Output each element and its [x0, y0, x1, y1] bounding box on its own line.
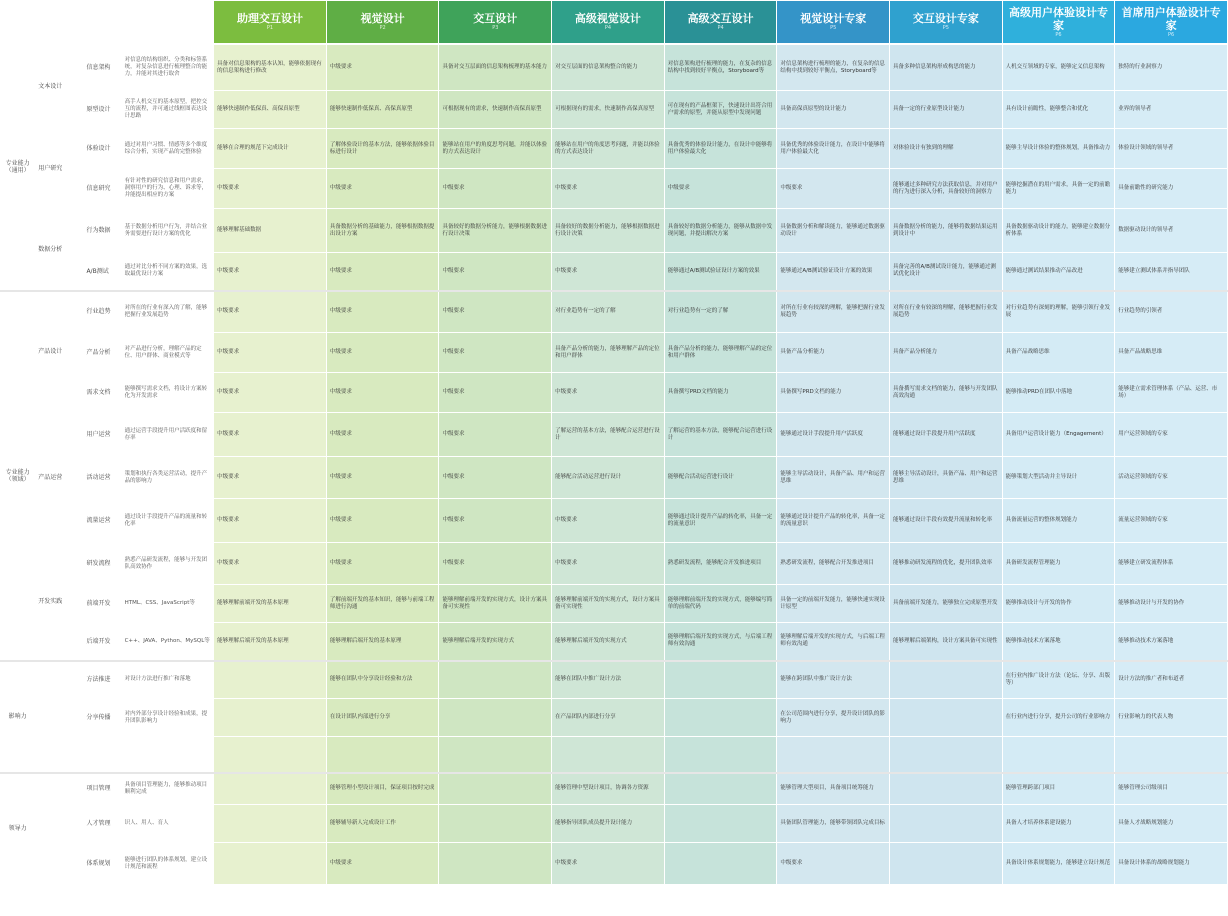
table-row [1, 585, 1228, 623]
row-item-label: 活动运营 [83, 457, 121, 499]
col-header: 视觉设计 P2 [326, 1, 439, 44]
requirement-cell: 中级要求 [552, 843, 665, 885]
requirement-cell: 能够理解后端开发的实现方式，与后端工程师有效沟通 [664, 623, 777, 661]
row-description: 策划和执行各类运营活动，提升产品的影响力 [121, 457, 214, 499]
requirement-cell: 对交互层面的信息架构整合的能力 [552, 45, 665, 91]
requirement-cell: 中级要求 [439, 291, 552, 333]
requirement-cell: 对信息架构进行梳理的能力，在复杂的信息结构中找到较好平衡点，Storyboard等 [777, 45, 890, 91]
requirement-cell: 中级要求 [326, 413, 439, 457]
requirement-cell: 能够建立需求管理体系（产品、运营、市场） [1115, 373, 1228, 413]
requirement-cell: 能够推动设计与开发的协作 [1115, 585, 1228, 623]
requirement-cell: 具备团队管理能力，能够带领团队完成目标 [777, 805, 890, 843]
requirement-cell [326, 737, 439, 773]
col-header: 交互设计专家 P5 [890, 1, 1003, 44]
requirement-cell: 能够管理大型项目，具备项目统筹能力 [777, 773, 890, 805]
row-description: 识人、用人、育人 [121, 805, 214, 843]
requirement-cell [439, 805, 552, 843]
requirement-cell: 数据驱动设计的领导者 [1115, 209, 1228, 253]
requirement-cell: 具备产品战略思维 [1115, 333, 1228, 373]
requirement-cell: 具备数据分析的基础能力，能够根据数据提出设计方案 [326, 209, 439, 253]
requirement-cell: 具备数据分析和解读能力，能够通过数据驱动设计 [777, 209, 890, 253]
requirement-cell: 能够通过设计提升产品的转化率，具备一定的流量意识 [664, 499, 777, 543]
row-description: 通过对用户习惯、情感等多个维度综合分析，实现产品的完整体验 [121, 129, 214, 169]
requirement-cell [664, 805, 777, 843]
row-item-label: 原型设计 [83, 91, 121, 129]
requirement-cell: 中级要求 [439, 413, 552, 457]
table-row [1, 737, 1228, 773]
group-label: 领导力 [1, 773, 35, 885]
requirement-cell: 具备设计体系规划能力，能够建立设计规范 [1002, 843, 1115, 885]
requirement-cell: 中级要求 [777, 169, 890, 209]
row-item-label: 分享传播 [83, 699, 121, 737]
requirement-cell: 中级要求 [326, 843, 439, 885]
requirement-cell: 在公司范围内进行分享，提升设计团队的影响力 [777, 699, 890, 737]
requirement-cell: 中级要求 [326, 253, 439, 291]
requirement-cell [214, 843, 327, 885]
requirement-cell: 在行业内推广设计方法（论坛、分享、出版等） [1002, 661, 1115, 699]
requirement-cell [664, 773, 777, 805]
requirement-cell: 具备优秀的体验设计能力，在设计中能够将用户体验最大化 [777, 129, 890, 169]
requirement-cell: 中级要求 [552, 373, 665, 413]
requirement-cell: 中级要求 [439, 499, 552, 543]
requirement-cell: 能够建立研发流程体系 [1115, 543, 1228, 585]
requirement-cell [1002, 737, 1115, 773]
col-header: 高级交互设计 P4 [664, 1, 777, 44]
requirement-cell: 能够推动技术方案落地 [1002, 623, 1115, 661]
requirement-cell: 中级要求 [214, 291, 327, 333]
table-row [1, 253, 1228, 291]
requirement-cell [664, 737, 777, 773]
requirement-cell: 独特的行业洞察力 [1115, 45, 1228, 91]
requirement-cell: 对信息架构进行梳理的能力，在复杂的信息结构中找到较好平衡点，Storyboard等 [664, 45, 777, 91]
requirement-cell: 能够快速制作低保真、高保真原型 [326, 91, 439, 129]
requirement-cell [890, 843, 1003, 885]
matrix-body [0, 44, 1228, 885]
requirement-cell [439, 773, 552, 805]
table-row [1, 457, 1228, 499]
requirement-cell: 具备撰写需求文档的能力，能够与开发团队高效沟通 [890, 373, 1003, 413]
requirement-cell [664, 843, 777, 885]
col-header: 视觉设计专家 P5 [777, 1, 890, 44]
row-description: 对产品进行分析，理解产品的定位、用户群体、商业模式等 [121, 333, 214, 373]
requirement-cell [214, 805, 327, 843]
requirement-cell: 中级要求 [439, 253, 552, 291]
requirement-cell: 具备对交互层面的信息架构梳理的基本能力 [439, 45, 552, 91]
requirement-cell: 对体验设计有独到的理解 [890, 129, 1003, 169]
requirement-cell: 能够通过A/B测试验证设计方案的效果 [664, 253, 777, 291]
competency-matrix [0, 0, 1228, 44]
requirement-cell: 具备较好的数据分析能力，能够从数据中发现问题，并提出解决方案 [664, 209, 777, 253]
requirement-cell: 能够通过设计提升产品的转化率，具备一定的流量意识 [777, 499, 890, 543]
requirement-cell: 对所在行业有较深的理解，能够把握行业发展趋势 [890, 291, 1003, 333]
requirement-cell: 具备数据分析的能力，能够将数据结果运用到设计中 [890, 209, 1003, 253]
requirement-cell: 流量运营领域的专家 [1115, 499, 1228, 543]
requirement-cell: 能够主导活动设计，具备产品、用户和运营思维 [777, 457, 890, 499]
section-label: 产品运营 [35, 413, 83, 543]
requirement-cell: 能够理解前端开发的实现方式，设计方案具备可实现性 [552, 585, 665, 623]
requirement-cell [664, 661, 777, 699]
requirement-cell: 能够主导设计体验的整体规划，具备推动力 [1002, 129, 1115, 169]
requirement-cell: 能够在团队中分享设计经验和方法 [326, 661, 439, 699]
requirement-cell: 能够通过多种研究方法获取信息，并对用户的行为进行深入分析，具备较好的洞察力 [890, 169, 1003, 209]
requirement-cell: 具备产品分析的能力，能够理解产品的定位和用户群体 [664, 333, 777, 373]
requirement-cell: 中级要求 [214, 373, 327, 413]
requirement-cell: 能够推动研发流程的优化，提升团队效率 [890, 543, 1003, 585]
requirement-cell: 可在现有的产品框架下，快速设计出符合用户需求的原型，并能从原型中发现问题 [664, 91, 777, 129]
requirement-cell [214, 737, 327, 773]
requirement-cell: 中级要求 [439, 543, 552, 585]
row-item-label: 需求文档 [83, 373, 121, 413]
row-description: 通过运营手段提升用户活跃度和留存率 [121, 413, 214, 457]
requirement-cell: 中级要求 [214, 333, 327, 373]
row-item-label: 人才管理 [83, 805, 121, 843]
requirement-cell: 中级要求 [326, 543, 439, 585]
requirement-cell: 具备前瞻性的研究能力 [1115, 169, 1228, 209]
row-description: 对信息的结构组织、分类和标签系统，对复杂信息进行梳理整合的能力，并能对其进行取舍 [121, 45, 214, 91]
requirement-cell: 了解运营的基本方法，能够配合运营进行设计 [664, 413, 777, 457]
section-label: 文本设计 [35, 45, 83, 129]
requirement-cell: 对行业趋势有一定的了解 [552, 291, 665, 333]
row-description: 能够进行团队的体系规划，建立设计规范和流程 [121, 843, 214, 885]
requirement-cell: 能够在跨团队中推广设计方法 [777, 661, 890, 699]
requirement-cell: 中级要求 [326, 499, 439, 543]
requirement-cell: 能够快速制作低保真、高保真原型 [214, 91, 327, 129]
requirement-cell [890, 737, 1003, 773]
requirement-cell: 能够通过设计手段提升用户活跃度 [777, 413, 890, 457]
requirement-cell [664, 699, 777, 737]
requirement-cell: 能够理解后端开发的实现方式，与后端工程师有效沟通 [777, 623, 890, 661]
row-item-label: 前端开发 [83, 585, 121, 623]
requirement-cell: 能够通过设计手段提升用户活跃度 [890, 413, 1003, 457]
row-item-label: 用户运营 [83, 413, 121, 457]
requirement-cell: 在行业内进行分享，提升公司的行业影响力 [1002, 699, 1115, 737]
table-row [1, 661, 1228, 699]
requirement-cell: 具备较好的数据分析能力，能够根据数据进行设计决策 [552, 209, 665, 253]
requirement-cell: 中级要求 [326, 333, 439, 373]
row-description: 具备项目管理能力，能够推动项目顺利完成 [121, 773, 214, 805]
requirement-cell: 中级要求 [439, 457, 552, 499]
requirement-cell: 能够理解前端开发的实现方式，能够编写简单的前端代码 [664, 585, 777, 623]
section-label [35, 661, 83, 699]
group-label: 专业能力 （领域） [1, 291, 35, 661]
requirement-cell: 在产品团队内部进行分享 [552, 699, 665, 737]
requirement-cell: 用户运营领域的专家 [1115, 413, 1228, 457]
row-item-label: 研发流程 [83, 543, 121, 585]
requirement-cell: 能够通过测试结果推动产品改进 [1002, 253, 1115, 291]
table-row [1, 209, 1228, 253]
row-item-label: 信息研究 [83, 169, 121, 209]
row-item-label: 项目管理 [83, 773, 121, 805]
requirement-cell: 具备撰写PRD文档的能力 [777, 373, 890, 413]
requirement-cell: 能够通过设计手段有效提升流量和转化率 [890, 499, 1003, 543]
table-row [1, 543, 1228, 585]
requirement-cell: 中级要求 [664, 169, 777, 209]
requirement-cell: 中级要求 [326, 45, 439, 91]
requirement-cell: 能够策划大型活动并主导设计 [1002, 457, 1115, 499]
requirement-cell: 中级要求 [439, 169, 552, 209]
row-item-label: 体验设计 [83, 129, 121, 169]
requirement-cell: 能够管理小型设计项目，保证项目按时完成 [326, 773, 439, 805]
requirement-cell: 具备高保真原型的设计能力 [777, 91, 890, 129]
row-item-label: 后端开发 [83, 623, 121, 661]
requirement-cell: 能够配合活动运营进行设计 [664, 457, 777, 499]
requirement-cell: 能够理解前端开发的实现方式，设计方案具备可实现性 [439, 585, 552, 623]
requirement-cell: 能够指导团队成员提升设计能力 [552, 805, 665, 843]
requirement-cell: 中级要求 [552, 499, 665, 543]
requirement-cell: 中级要求 [552, 253, 665, 291]
col-header: 首席用户体验设计专家 P6 [1115, 1, 1228, 44]
table-row [1, 129, 1228, 169]
requirement-cell: 中级要求 [214, 253, 327, 291]
requirement-cell: 具备用户运营设计能力（Engagement） [1002, 413, 1115, 457]
requirement-cell: 能够站在用户的角度思考问题，并能以体验的方式表达设计 [439, 129, 552, 169]
requirement-cell [439, 843, 552, 885]
requirement-cell: 对行业趋势有一定的了解 [664, 291, 777, 333]
requirement-cell: 能够理解前端开发的基本原理 [214, 585, 327, 623]
table-row [1, 805, 1228, 843]
requirement-cell [890, 805, 1003, 843]
row-description: C++、JAVA、Python、MySQL等 [121, 623, 214, 661]
requirement-cell: 了解体验设计的基本方法，能够依据体验目标进行设计 [326, 129, 439, 169]
requirement-cell: 具备设计体系的战略规划能力 [1115, 843, 1228, 885]
requirement-cell: 能够理解后端开发的基本原理 [326, 623, 439, 661]
requirement-cell: 对所在行业有较深的理解，能够把握行业发展趋势 [777, 291, 890, 333]
col-header: 高级视觉设计 P4 [552, 1, 665, 44]
requirement-cell: 中级要求 [214, 169, 327, 209]
requirement-cell: 可根据现有的需求，快速制作高保真原型 [552, 91, 665, 129]
requirement-cell: 具备对信息架构的基本认知，能够依据现有的信息架构进行修改 [214, 45, 327, 91]
requirement-cell: 中级要求 [439, 333, 552, 373]
requirement-cell: 具备产品战略思维 [1002, 333, 1115, 373]
row-description: HTML、CSS、JavaScript等 [121, 585, 214, 623]
row-item-label: 行业趋势 [83, 291, 121, 333]
requirement-cell [890, 699, 1003, 737]
row-description: 通过对比分析不同方案的效果，选取最优设计方案 [121, 253, 214, 291]
row-description: 通过设计手段提升产品的流量和转化率 [121, 499, 214, 543]
requirement-cell: 能够理解后端架构，设计方案具备可实现性 [890, 623, 1003, 661]
col-header: 交互设计 P3 [439, 1, 552, 44]
table-row [1, 413, 1228, 457]
requirement-cell: 中级要求 [326, 169, 439, 209]
requirement-cell: 人机交互领域的专家，能够定义信息架构 [1002, 45, 1115, 91]
requirement-cell: 具备研发流程管理能力 [1002, 543, 1115, 585]
requirement-cell: 中级要求 [326, 291, 439, 333]
requirement-cell: 具备数据驱动设计的能力，能够建立数据分析体系 [1002, 209, 1115, 253]
section-label: 开发实践 [35, 543, 83, 661]
header-row [1, 1, 1228, 44]
table-row [1, 45, 1228, 91]
requirement-cell: 具备多种信息架构形成构思的能力 [890, 45, 1003, 91]
requirement-cell: 能够推动PRD在团队中落地 [1002, 373, 1115, 413]
requirement-cell: 具备较好的数据分析能力，能够根据数据进行设计决策 [439, 209, 552, 253]
table-row [1, 169, 1228, 209]
requirement-cell [552, 737, 665, 773]
requirement-cell [439, 661, 552, 699]
group-label: 专业能力 （通用） [1, 45, 35, 291]
row-description: 基于数据分析用户行为，并结合业务需要进行设计方案的优化 [121, 209, 214, 253]
section-label: 数据分析 [35, 209, 83, 291]
requirement-cell: 具备产品分析能力 [777, 333, 890, 373]
table-row [1, 499, 1228, 543]
table-row [1, 843, 1228, 885]
section-label [35, 773, 83, 805]
note: 备注： 图片职位所以小范围参考职位设计作来的能力要求，本来只列出组成部分 [1, 1, 214, 44]
row-description: 高手人机交互的基本原型，把控交互的流程，并可通过线框图表达设计思路 [121, 91, 214, 129]
requirement-cell: 中级要求 [326, 373, 439, 413]
section-label [35, 737, 83, 773]
requirement-cell: 了解运营的基本方法，能够配合运营进行设计 [552, 413, 665, 457]
section-label [35, 699, 83, 737]
requirement-cell: 能够站在用户的角度思考问题，并能以体验的方式表达设计 [552, 129, 665, 169]
requirement-cell: 具有设计前瞻性，能够整合和优化 [1002, 91, 1115, 129]
section-label: 产品设计 [35, 291, 83, 413]
requirement-cell: 活动运营领域的专家 [1115, 457, 1228, 499]
requirement-cell: 中级要求 [214, 413, 327, 457]
row-description: 对所在的行业有深入的了解，能够把握行业发展趋势 [121, 291, 214, 333]
row-description: 有针对性的研究信息和用户需求，洞察用户的行为、心理、诉求等，并能提出相应的方案 [121, 169, 214, 209]
requirement-cell: 能够建立测试体系并指导团队 [1115, 253, 1228, 291]
table-row [1, 699, 1228, 737]
table-row [1, 91, 1228, 129]
requirement-cell: 能够挖掘潜在的用户需求，具备一定的前瞻能力 [1002, 169, 1115, 209]
table-row [1, 333, 1228, 373]
requirement-cell: 中级要求 [214, 499, 327, 543]
table-row [1, 623, 1228, 661]
requirement-cell: 能够推动技术方案落地 [1115, 623, 1228, 661]
requirement-cell: 能够在合理的规范下完成设计 [214, 129, 327, 169]
row-description: 能够撰写需求文档，将设计方案转化为开发需求 [121, 373, 214, 413]
requirement-cell: 业界的领导者 [1115, 91, 1228, 129]
requirement-cell: 能够理解后端开发的实现方式 [552, 623, 665, 661]
requirement-cell: 能够主导活动设计，具备产品、用户和运营思维 [890, 457, 1003, 499]
requirement-cell: 熟悉研发流程，能够配合开发推进项目 [777, 543, 890, 585]
row-item-label: 体系规划 [83, 843, 121, 885]
requirement-cell: 具备人才战略规划能力 [1115, 805, 1228, 843]
requirement-cell [890, 661, 1003, 699]
requirement-cell: 能够推动设计与开发的协作 [1002, 585, 1115, 623]
requirement-cell [777, 737, 890, 773]
section-label [35, 805, 83, 843]
requirement-cell: 能够管理中型设计项目，协调各方资源 [552, 773, 665, 805]
requirement-cell: 具备前端开发能力，能够独立完成原型开发 [890, 585, 1003, 623]
requirement-cell [439, 737, 552, 773]
row-description: 对设计方法进行推广和落地 [121, 661, 214, 699]
col-header: 高级用户体验设计专家 P6 [1002, 1, 1115, 44]
group-label: 影响力 [1, 661, 35, 773]
requirement-cell [1115, 737, 1228, 773]
row-description: 对内外部分享设计经验和成果，提升团队影响力 [121, 699, 214, 737]
requirement-cell: 具备一定的前端开发能力，能够快速实现设计原型 [777, 585, 890, 623]
row-item-label: 产品分析 [83, 333, 121, 373]
requirement-cell: 能够理解后端开发的基本原理 [214, 623, 327, 661]
row-description: 熟悉产品研发流程，能够与开发团队高效协作 [121, 543, 214, 585]
requirement-cell: 具备完善的A/B测试设计能力，能够通过测试优化设计 [890, 253, 1003, 291]
requirement-cell: 可根据现有的需求，快速制作高保真原型 [439, 91, 552, 129]
table-row [1, 373, 1228, 413]
requirement-cell: 能够配合活动运营进行设计 [552, 457, 665, 499]
requirement-cell: 在设计团队内部进行分享 [326, 699, 439, 737]
row-item-label: 流量运营 [83, 499, 121, 543]
requirement-cell: 能够管理公司级项目 [1115, 773, 1228, 805]
requirement-cell: 中级要求 [552, 169, 665, 209]
requirement-cell [439, 699, 552, 737]
requirement-cell: 对行业趋势有深刻的理解，能够引领行业发展 [1002, 291, 1115, 333]
row-item-label: A/B测试 [83, 253, 121, 291]
requirement-cell: 能够理解后端开发的实现方式 [439, 623, 552, 661]
requirement-cell [214, 773, 327, 805]
col-header: 助理交互设计 P1 [214, 1, 327, 44]
requirement-cell: 具备流量运营的整体规划能力 [1002, 499, 1115, 543]
requirement-cell: 具备产品分析的能力，能够理解产品的定位和用户群体 [552, 333, 665, 373]
row-item-label: 信息架构 [83, 45, 121, 91]
requirement-cell [214, 661, 327, 699]
requirement-cell: 中级要求 [214, 457, 327, 499]
row-item-label [83, 737, 121, 773]
requirement-cell: 能够在团队中推广设计方法 [552, 661, 665, 699]
requirement-cell: 中级要求 [777, 843, 890, 885]
requirement-cell: 具备人才培养体系建设能力 [1002, 805, 1115, 843]
requirement-cell: 能够辅导新人完成设计工作 [326, 805, 439, 843]
table-row [1, 291, 1228, 333]
requirement-cell: 中级要求 [214, 543, 327, 585]
requirement-cell: 能够管理跨部门项目 [1002, 773, 1115, 805]
requirement-cell: 能够理解基础数据 [214, 209, 327, 253]
requirement-cell: 设计方法的推广者和布道者 [1115, 661, 1228, 699]
requirement-cell: 中级要求 [439, 373, 552, 413]
requirement-cell: 中级要求 [552, 543, 665, 585]
requirement-cell: 具备优秀的体验设计能力，在设计中能够将用户体验最大化 [664, 129, 777, 169]
requirement-cell: 了解前端开发的基本知识，能够与前端工程师进行沟通 [326, 585, 439, 623]
section-label [35, 843, 83, 885]
requirement-cell: 体验设计领域的领导者 [1115, 129, 1228, 169]
requirement-cell: 中级要求 [326, 457, 439, 499]
row-description [121, 737, 214, 773]
requirement-cell [214, 699, 327, 737]
row-item-label: 行为数据 [83, 209, 121, 253]
requirement-cell [890, 773, 1003, 805]
requirement-cell: 熟悉研发流程，能够配合开发推进项目 [664, 543, 777, 585]
requirement-cell: 具备一定的行业原型设计能力 [890, 91, 1003, 129]
row-item-label: 方法推进 [83, 661, 121, 699]
requirement-cell: 行业影响力的代表人物 [1115, 699, 1228, 737]
table-row [1, 773, 1228, 805]
requirement-cell: 具备撰写PRD文档的能力 [664, 373, 777, 413]
requirement-cell: 具备产品分析能力 [890, 333, 1003, 373]
section-label: 用户研究 [35, 129, 83, 209]
requirement-cell: 能够通过A/B测试验证设计方案的效果 [777, 253, 890, 291]
requirement-cell: 行业趋势的引领者 [1115, 291, 1228, 333]
